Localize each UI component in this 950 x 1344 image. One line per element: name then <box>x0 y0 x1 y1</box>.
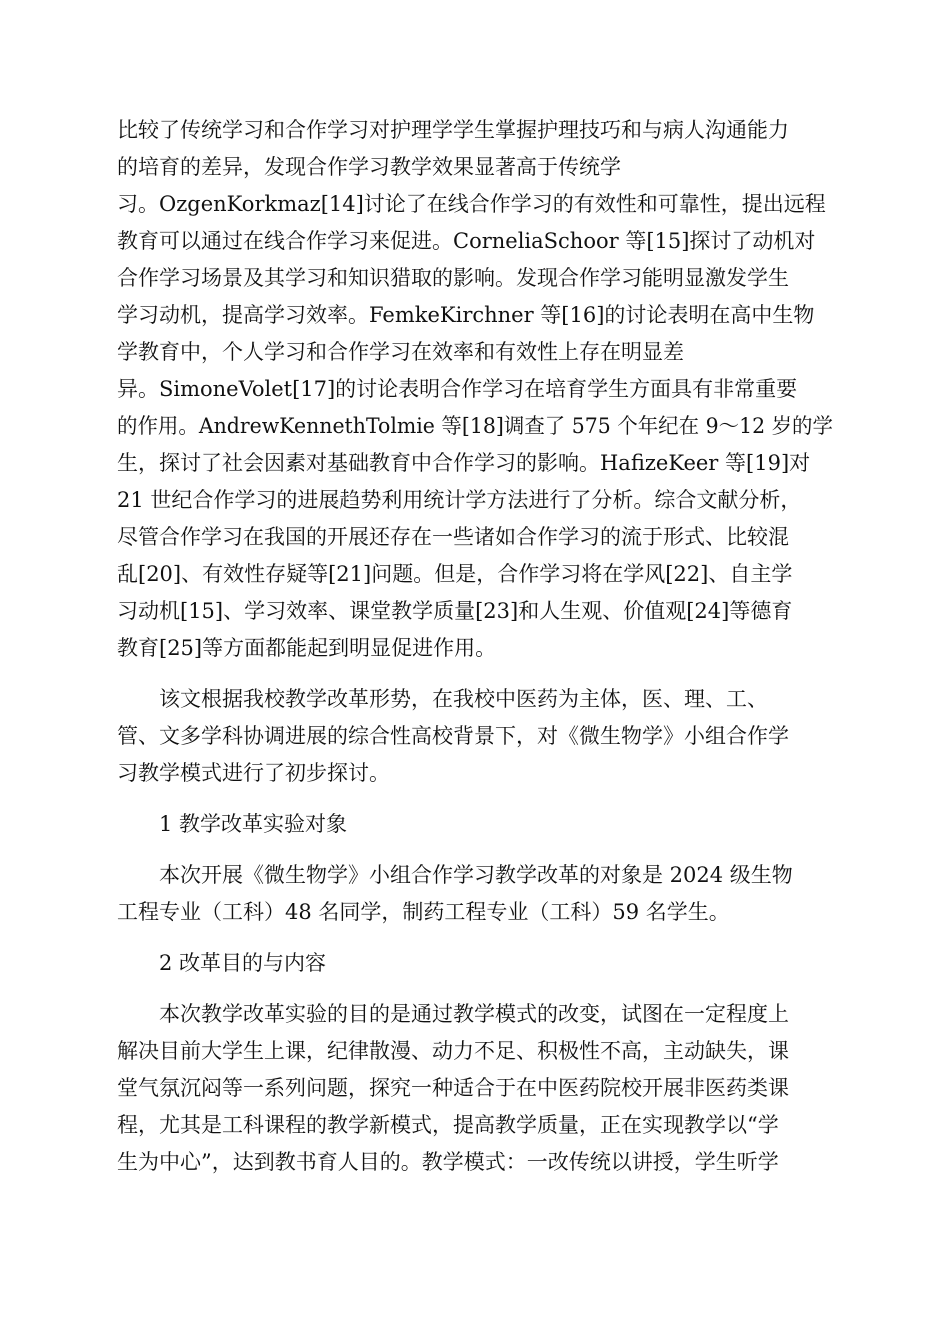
text-line: 教育[25]等方面都能起到明显促进作用。 <box>117 636 497 660</box>
paragraph-gap <box>117 982 833 996</box>
text-line: 比较了传统学习和合作学习对护理学学生掌握护理技巧和与病人沟通能力 <box>117 118 789 142</box>
text-line: 习。OzgenKorkmaz[14]讨论了在线合作学习的有效性和可靠性，提出远程 <box>117 192 826 216</box>
text-line: 堂气氛沉闷等一系列问题，探究一种适合于在中医药院校开展非医药类课 <box>117 1076 789 1100</box>
heading-text: 2 改革目的与内容 <box>159 951 327 975</box>
text-line: 生为中心”，达到教书育人目的。教学模式：一改传统以讲授，学生听学 <box>117 1150 779 1174</box>
text-line: 的作用。AndrewKennethTolmie 等[18]调查了 575 个年纪在 9～12 岁的学 <box>117 414 833 438</box>
document-page <box>117 112 833 1181</box>
text-line: 尽管合作学习在我国的开展还存在一些诸如合作学习的流于形式、比较混 <box>117 525 789 549</box>
paragraph-literature-review <box>117 112 833 667</box>
paragraph-gap <box>117 843 833 857</box>
text-line: 程，尤其是工科课程的教学新模式，提高教学质量，正在实现教学以“学 <box>117 1113 779 1137</box>
text-line: 教育可以通过在线合作学习来促进。CorneliaSchoor 等[15]探讨了动机对 <box>117 229 816 253</box>
text-line: 合作学习场景及其学习和知识猎取的影响。发现合作学习能明显激发学生 <box>117 266 789 290</box>
text-line: 异。SimoneVolet[17]的讨论表明合作学习在培育学生方面具有非常重要 <box>117 377 798 401</box>
text-line: 本次教学改革实验的目的是通过教学模式的改变，试图在一定程度上 <box>159 1002 789 1026</box>
text-line: 习教学模式进行了初步探讨。 <box>117 761 390 785</box>
text-line: 21 世纪合作学习的进展趋势利用统计学方法进行了分析。综合文献分析， <box>117 488 802 512</box>
text-line: 习动机[15]、学习效率、课堂教学质量[23]和人生观、价值观[24]等德育 <box>117 599 793 623</box>
text-line: 的培育的差异，发现合作学习教学效果显著高于传统学 <box>117 155 621 179</box>
text-line: 生，探讨了社会因素对基础教育中合作学习的影响。HafizeKeer 等[19]对 <box>117 451 811 475</box>
text-line: 学习动机，提高学习效率。FemkeKirchner 等[16]的讨论表明在高中生物 <box>117 303 815 327</box>
section-heading-1 <box>117 806 833 843</box>
paragraph-subjects <box>117 857 833 931</box>
paragraph-gap <box>117 792 833 806</box>
heading-text: 1 教学改革实验对象 <box>159 812 348 836</box>
section-heading-2 <box>117 945 833 982</box>
text-line: 本次开展《微生物学》小组合作学习教学改革的对象是 2024 级生物 <box>159 863 793 887</box>
text-line: 解决目前大学生上课，纪律散漫、动力不足、积极性不高，主动缺失，课 <box>117 1039 789 1063</box>
text-line: 管、文多学科协调进展的综合性高校背景下，对《微生物学》小组合作学 <box>117 724 789 748</box>
text-line: 学教育中，个人学习和合作学习在效率和有效性上存在明显差 <box>117 340 684 364</box>
text-line: 该文根据我校教学改革形势，在我校中医药为主体，医、理、工、 <box>159 687 768 711</box>
paragraph-gap <box>117 667 833 681</box>
paragraph-gap <box>117 931 833 945</box>
text-line: 乱[20]、有效性存疑等[21]问题。但是，合作学习将在学风[22]、自主学 <box>117 562 793 586</box>
paragraph-intro <box>117 681 833 792</box>
paragraph-purpose <box>117 996 833 1181</box>
text-line: 工程专业（工科）48 名同学，制药工程专业（工科）59 名学生。 <box>117 900 730 924</box>
